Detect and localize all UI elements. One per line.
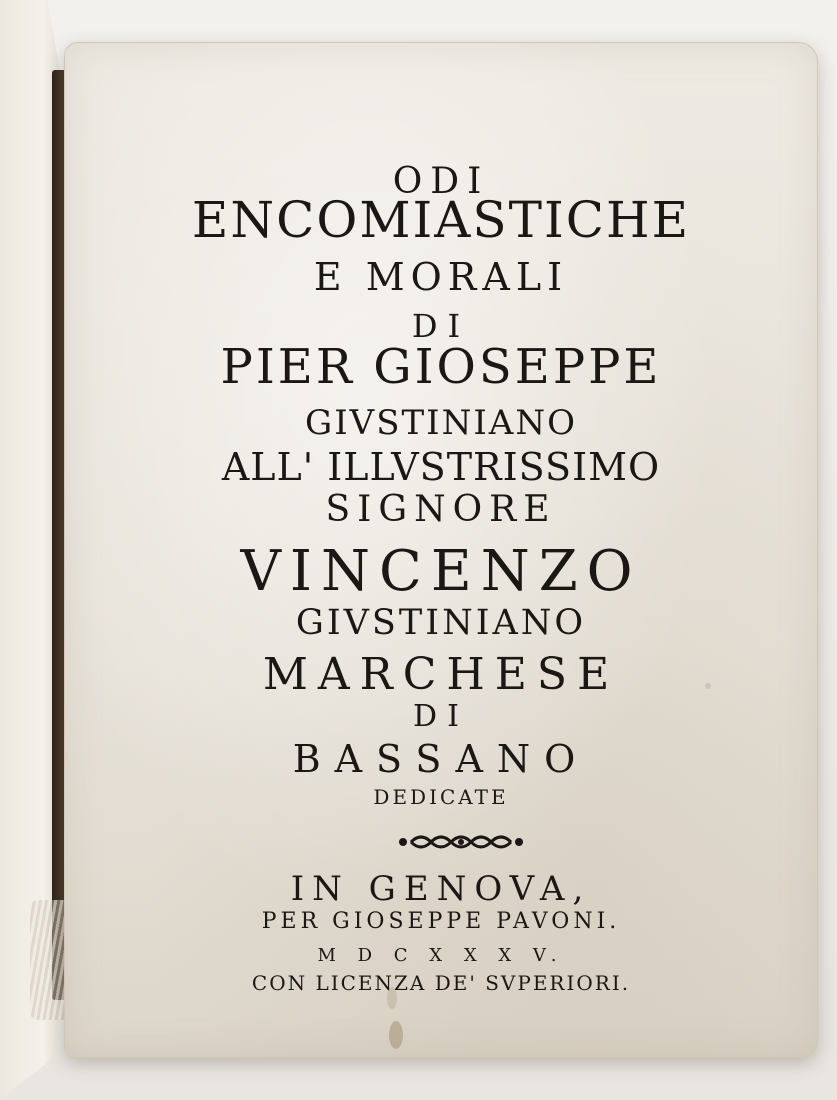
author-surname: GIVSTINIANO [305, 403, 577, 443]
author-name: PIER GIOSEPPE [220, 339, 662, 395]
dedicatee-place: BASSANO [292, 737, 590, 781]
paper-stain [389, 1021, 403, 1049]
paper-stain [387, 987, 397, 1009]
dedication-line-2: SIGNORE [325, 489, 557, 530]
imprint-year: M D C X X X V. [317, 945, 565, 966]
dedication-line-1: ALL' ILLVSTRISSIMO [221, 445, 661, 489]
dedicate-line: DEDICATE [373, 785, 509, 809]
title-line-encomiastiche: ENCOMIASTICHE [191, 191, 691, 249]
dedicatee-di: DI [413, 699, 469, 734]
title-line-e-morali: E MORALI [313, 255, 569, 299]
dedicatee-title: MARCHESE [262, 649, 620, 700]
title-line-odi: ODI [392, 161, 490, 202]
printer-ornament-icon [391, 829, 531, 855]
dedicatee-surname: GIVSTINIANO [295, 603, 587, 643]
paper-stain [705, 683, 711, 689]
title-line-di: DI [411, 307, 471, 345]
title-page [64, 42, 818, 1058]
imprint-license: CON LICENZA DE' SVPERIORI. [251, 971, 631, 995]
dedicatee-name: VINCENZO [240, 539, 642, 604]
imprint-printer: PER GIOSEPPE PAVONI. [261, 909, 621, 934]
imprint-city: IN GENOVA, [290, 869, 592, 909]
